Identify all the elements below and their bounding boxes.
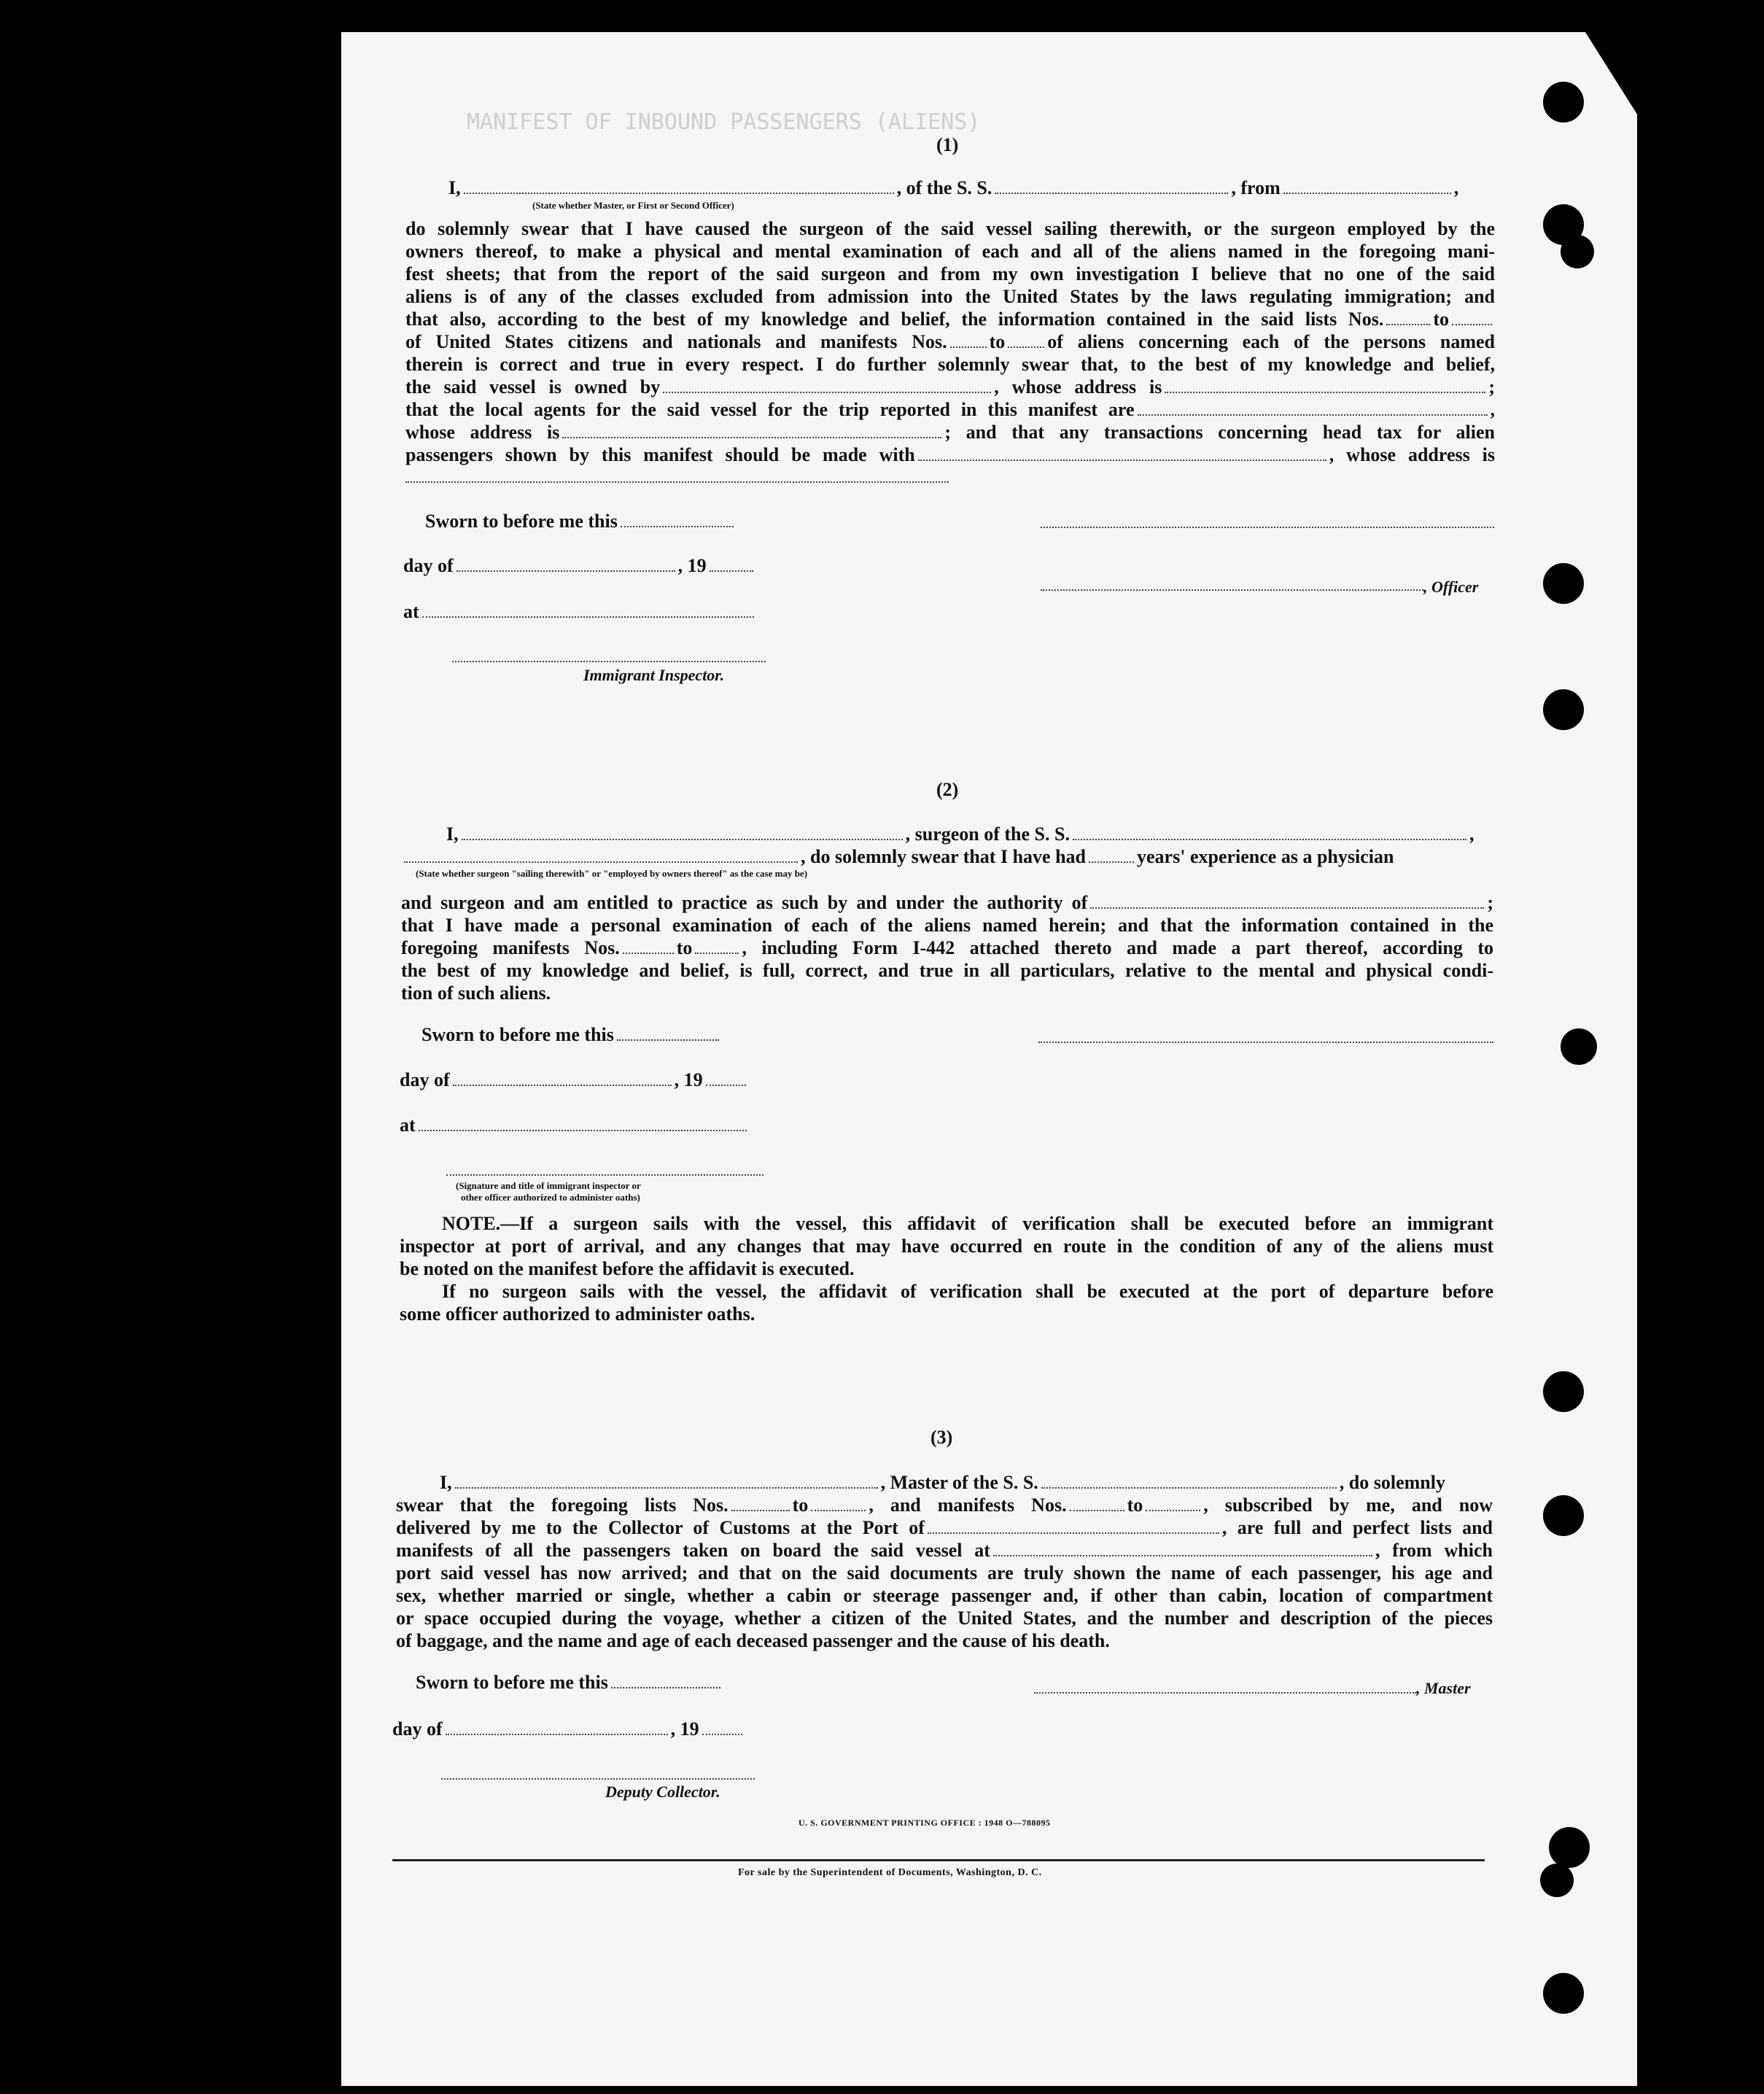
- years-experience-field[interactable]: [1089, 847, 1134, 863]
- section-1-number: (1): [936, 134, 959, 155]
- s3-year-field[interactable]: [702, 1719, 742, 1735]
- s1-body-line: that the local agents for the said vessel for the trip reported in this manifest are ,: [405, 399, 1495, 420]
- master-name-field[interactable]: [455, 1473, 878, 1489]
- s3-body-line: manifests of all the passengers taken on board the said vessel at , from which: [396, 1540, 1493, 1561]
- section-3-number: (3): [930, 1427, 953, 1448]
- s2-manifests-from-field[interactable]: [623, 938, 674, 954]
- s1-line-1: [448, 177, 1458, 199]
- s2-body-line: the best of my knowledge and belief, is full, correct, and true in all particulars, relative to the mental and physical condi-: [401, 960, 1493, 981]
- s2-body-line: that I have made a personal examination of each of the aliens named herein; and that the information contained in the: [401, 915, 1493, 936]
- s3-body-line: sex, whether married or single, whether a cabin or steerage passenger and, if other than cabin, location of compartment: [396, 1585, 1493, 1606]
- s3-sworn-day-field[interactable]: [611, 1672, 720, 1688]
- lists-to-field[interactable]: [1452, 309, 1492, 325]
- s1-at: at: [403, 601, 757, 623]
- surgeon-status-field[interactable]: [404, 847, 798, 863]
- master-label: , Master: [1416, 1679, 1471, 1697]
- owner-field[interactable]: [663, 377, 991, 393]
- sale-notice: For sale by the Superintendent of Documents, Washington, D. C.: [738, 1867, 1042, 1878]
- s3-dayof: day of , 19: [392, 1718, 745, 1740]
- officer-signature-line[interactable]: [1041, 589, 1423, 591]
- inspector-signature-line[interactable]: [452, 661, 766, 662]
- s1-body-line: therein is correct and true in every respect. I do further solemnly swear that, to the best of my knowledge and belief,: [405, 354, 1495, 375]
- bleed-through-header: MANIFEST OF INBOUND PASSENGERS (ALIENS): [467, 109, 981, 135]
- s3-body-line: port said vessel has now arrived; and that on the said documents are truly shown the name of each passenger, his age and: [396, 1562, 1493, 1583]
- s2-vessel-field[interactable]: [1073, 824, 1466, 840]
- punch-hole: [1543, 1973, 1584, 2014]
- s1-body-line: the said vessel is owned by , whose address is ;: [405, 376, 1495, 398]
- s2-body: [401, 891, 1493, 1004]
- s3-line-1: I, , Master of the S. S. , do solemnly: [440, 1472, 1445, 1493]
- note-line: inspector at port of arrival, and any changes that may have occurred en route in the condition of any of the aliens must: [400, 1236, 1493, 1257]
- manifests-to-field[interactable]: [1008, 332, 1044, 348]
- s2-year-field[interactable]: [706, 1070, 746, 1086]
- officer-label: , Officer: [1423, 578, 1479, 596]
- s3-month-field[interactable]: [446, 1719, 668, 1735]
- deputy-label: Deputy Collector.: [605, 1783, 720, 1801]
- s2-sig-caption-2: other officer authorized to administer oaths): [461, 1192, 640, 1203]
- punch-hole: [1543, 689, 1584, 730]
- s1-body-line: fest sheets; that from the report of the said surgeon and from my own investigation I believe that no one of the said: [405, 263, 1495, 284]
- punch-hole: [1543, 563, 1584, 604]
- officer-name-field[interactable]: [464, 178, 894, 194]
- deputy-signature-line[interactable]: [441, 1778, 755, 1780]
- head-tax-address-field[interactable]: [405, 481, 949, 483]
- surgeon-name-field[interactable]: [462, 824, 903, 840]
- s1-body: [405, 217, 1495, 466]
- footer-rule: [392, 1859, 1485, 1861]
- s2-sig-caption-1: (Signature and title of immigrant inspector or: [456, 1180, 641, 1191]
- punch-hole: [1549, 1827, 1590, 1868]
- s1-body-line: that also, according to the best of my knowledge and belief, the information contained in the said lists Nos. to: [405, 308, 1495, 330]
- s2-body-line: and surgeon and am entitled to practice as such by and under the authority of ;: [401, 892, 1493, 913]
- s1-body-line: of United States citizens and nationals and manifests Nos. to of aliens concerning each of the persons named: [405, 331, 1496, 352]
- note-line: If no surgeon sails with the vessel, the affidavit of verification shall be executed at the port of departure before: [442, 1281, 1493, 1302]
- month-field[interactable]: [456, 556, 675, 572]
- authority-field[interactable]: [1090, 893, 1484, 909]
- s3-body-line: swear that the foregoing lists Nos. to , and manifests Nos. to , subscribed by me, and now: [396, 1494, 1493, 1516]
- s3-manifests-to-field[interactable]: [1146, 1495, 1200, 1511]
- s2-body-line: tion of such aliens.: [401, 982, 551, 1004]
- s2-line-1: I, , surgeon of the S. S. ,: [446, 823, 1474, 845]
- s3-lists-from-field[interactable]: [731, 1495, 790, 1511]
- port-field[interactable]: [928, 1518, 1219, 1534]
- note-line: NOTE.—If a surgeon sails with the vessel, this affidavit of verification shall be executed before an immigrant: [442, 1213, 1493, 1234]
- punch-hole: [1543, 82, 1584, 123]
- s2-sworn-day-field[interactable]: [617, 1025, 719, 1041]
- s1-body-line: owners thereof, to make a physical and mental examination of each and all of the aliens named in the foregoing mani-: [405, 241, 1495, 262]
- local-agents-field[interactable]: [1138, 400, 1488, 416]
- punch-hole: [1561, 1028, 1597, 1065]
- s2-month-field[interactable]: [453, 1070, 672, 1086]
- s1-body-line: aliens is of any of the classes excluded from admission into the United States by the laws regulating immigration; and: [405, 286, 1495, 307]
- s1-body-line: passengers shown by this manifest should be made with , whose address is: [405, 444, 1495, 465]
- comma: ,: [1453, 177, 1459, 198]
- embarkation-port-field[interactable]: [993, 1540, 1372, 1556]
- vessel-name-field[interactable]: [995, 178, 1228, 194]
- section-2-number: (2): [936, 779, 959, 800]
- s1-body-line: do solemnly swear that I have caused the surgeon of the said vessel sailing therewith, or the surgeon employed by the: [405, 218, 1495, 239]
- s2-note: [400, 1212, 1493, 1325]
- manifests-from-field[interactable]: [950, 332, 987, 348]
- lists-from-field[interactable]: [1386, 309, 1430, 325]
- s2-place-field[interactable]: [419, 1115, 747, 1131]
- from-port-field[interactable]: [1283, 178, 1451, 194]
- s3-manifests-from-field[interactable]: [1070, 1495, 1124, 1511]
- s2-sworn: Sworn to before me this: [421, 1024, 722, 1046]
- owner-address-field[interactable]: [1165, 377, 1485, 393]
- s1-caption: (State whether Master, or First or Second Officer): [532, 200, 734, 211]
- s2-line-2: , do solemnly swear that I have had years' experience as a physician: [401, 846, 1394, 868]
- s1-sworn: Sworn to before me this: [425, 511, 737, 532]
- master-signature-line[interactable]: [1034, 1692, 1416, 1694]
- s3-body: [396, 1494, 1493, 1652]
- place-field[interactable]: [422, 602, 754, 618]
- s3-body-line: of baggage, and the name and age of each deceased passenger and the cause of his death.: [396, 1630, 1110, 1651]
- s1-from: , from: [1231, 177, 1281, 198]
- s2-manifests-to-field[interactable]: [695, 938, 739, 954]
- s1-dayof: day of , 19: [403, 555, 756, 577]
- s1-of-ss: , of the S. S.: [896, 177, 992, 198]
- year-field[interactable]: [710, 556, 753, 572]
- s1-i: I,: [448, 177, 461, 198]
- s3-lists-to-field[interactable]: [811, 1495, 866, 1511]
- head-tax-contact-field[interactable]: [918, 445, 1326, 461]
- punch-hole: [1561, 235, 1594, 268]
- s2-inspector-signature-line[interactable]: [446, 1174, 764, 1176]
- s2-body-line: foregoing manifests Nos. to , including Form I-442 attached thereto and made a part thereof, according to: [401, 937, 1493, 958]
- s1-signature-line[interactable]: [1041, 527, 1494, 528]
- inspector-label: Immigrant Inspector.: [583, 666, 725, 684]
- note-line: some officer authorized to administer oaths.: [400, 1303, 755, 1325]
- note-line: be noted on the manifest before the affidavit is executed.: [400, 1258, 855, 1279]
- s1-body-line: whose address is ; and that any transactions concerning head tax for alien: [405, 422, 1495, 443]
- gpo-imprint: U. S. GOVERNMENT PRINTING OFFICE : 1948 O—788095: [799, 1818, 1051, 1828]
- punch-hole: [1540, 1864, 1574, 1897]
- s2-caption: (State whether surgeon "sailing therewith" or "employed by owners thereof" as the case may be): [416, 868, 808, 879]
- s3-body-line: or space occupied during the voyage, whether a citizen of the United States, and the number and description of the pieces: [396, 1608, 1493, 1629]
- s2-dayof: day of , 19: [400, 1069, 749, 1091]
- s3-sworn: Sworn to before me this: [416, 1672, 723, 1694]
- punch-hole: [1543, 1371, 1584, 1412]
- agent-address-field[interactable]: [562, 422, 941, 438]
- s2-at: at: [400, 1114, 750, 1136]
- punch-hole: [1543, 1495, 1584, 1536]
- s3-body-line: delivered by me to the Collector of Customs at the Port of , are full and perfect lists and: [396, 1517, 1493, 1538]
- s3-vessel-field[interactable]: [1041, 1473, 1337, 1489]
- sworn-day-field[interactable]: [621, 511, 734, 527]
- s2-signature-line[interactable]: [1038, 1042, 1493, 1043]
